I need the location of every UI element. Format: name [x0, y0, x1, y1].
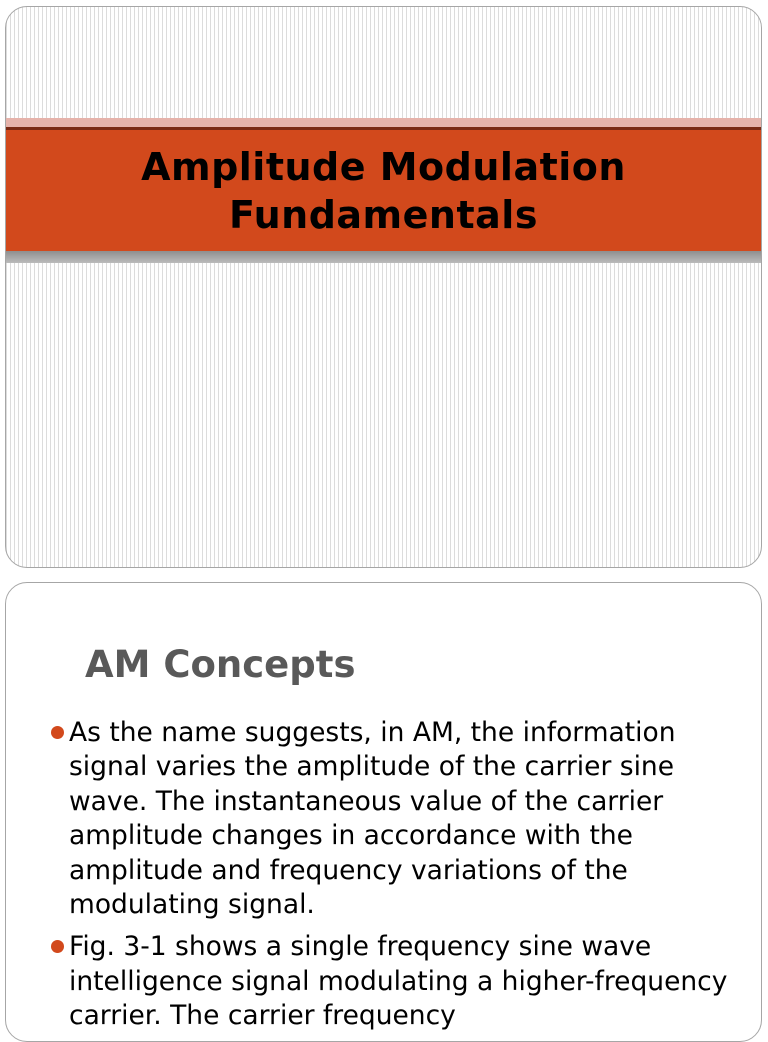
title-band-shadow: [6, 251, 761, 263]
bullet-dot-icon: [51, 940, 64, 953]
bullet-text: Fig. 3-1 shows a single frequency sine wave intelligence signal modulating a higher-frequency carrier. The carrier frequency: [69, 931, 728, 1032]
bullet-item: [51, 930, 741, 1033]
slide-heading: AM Concepts: [85, 643, 356, 686]
bullet-item: [51, 716, 741, 922]
bullet-list: [51, 716, 741, 1042]
content-slide: [5, 582, 762, 1042]
slide-title: Amplitude Modulation Fundamentals: [141, 144, 626, 237]
bullet-text: As the name suggests, in AM, the information signal varies the amplitude of the carrier sine wave. The instantaneous value of the carrier amplitude changes in accordance with the amplitude and frequency variations of the modulating signal.: [69, 717, 676, 921]
bullet-dot-icon: [51, 726, 64, 739]
title-band: [6, 130, 761, 251]
title-band-highlight: [6, 118, 761, 127]
title-slide: [5, 6, 762, 568]
